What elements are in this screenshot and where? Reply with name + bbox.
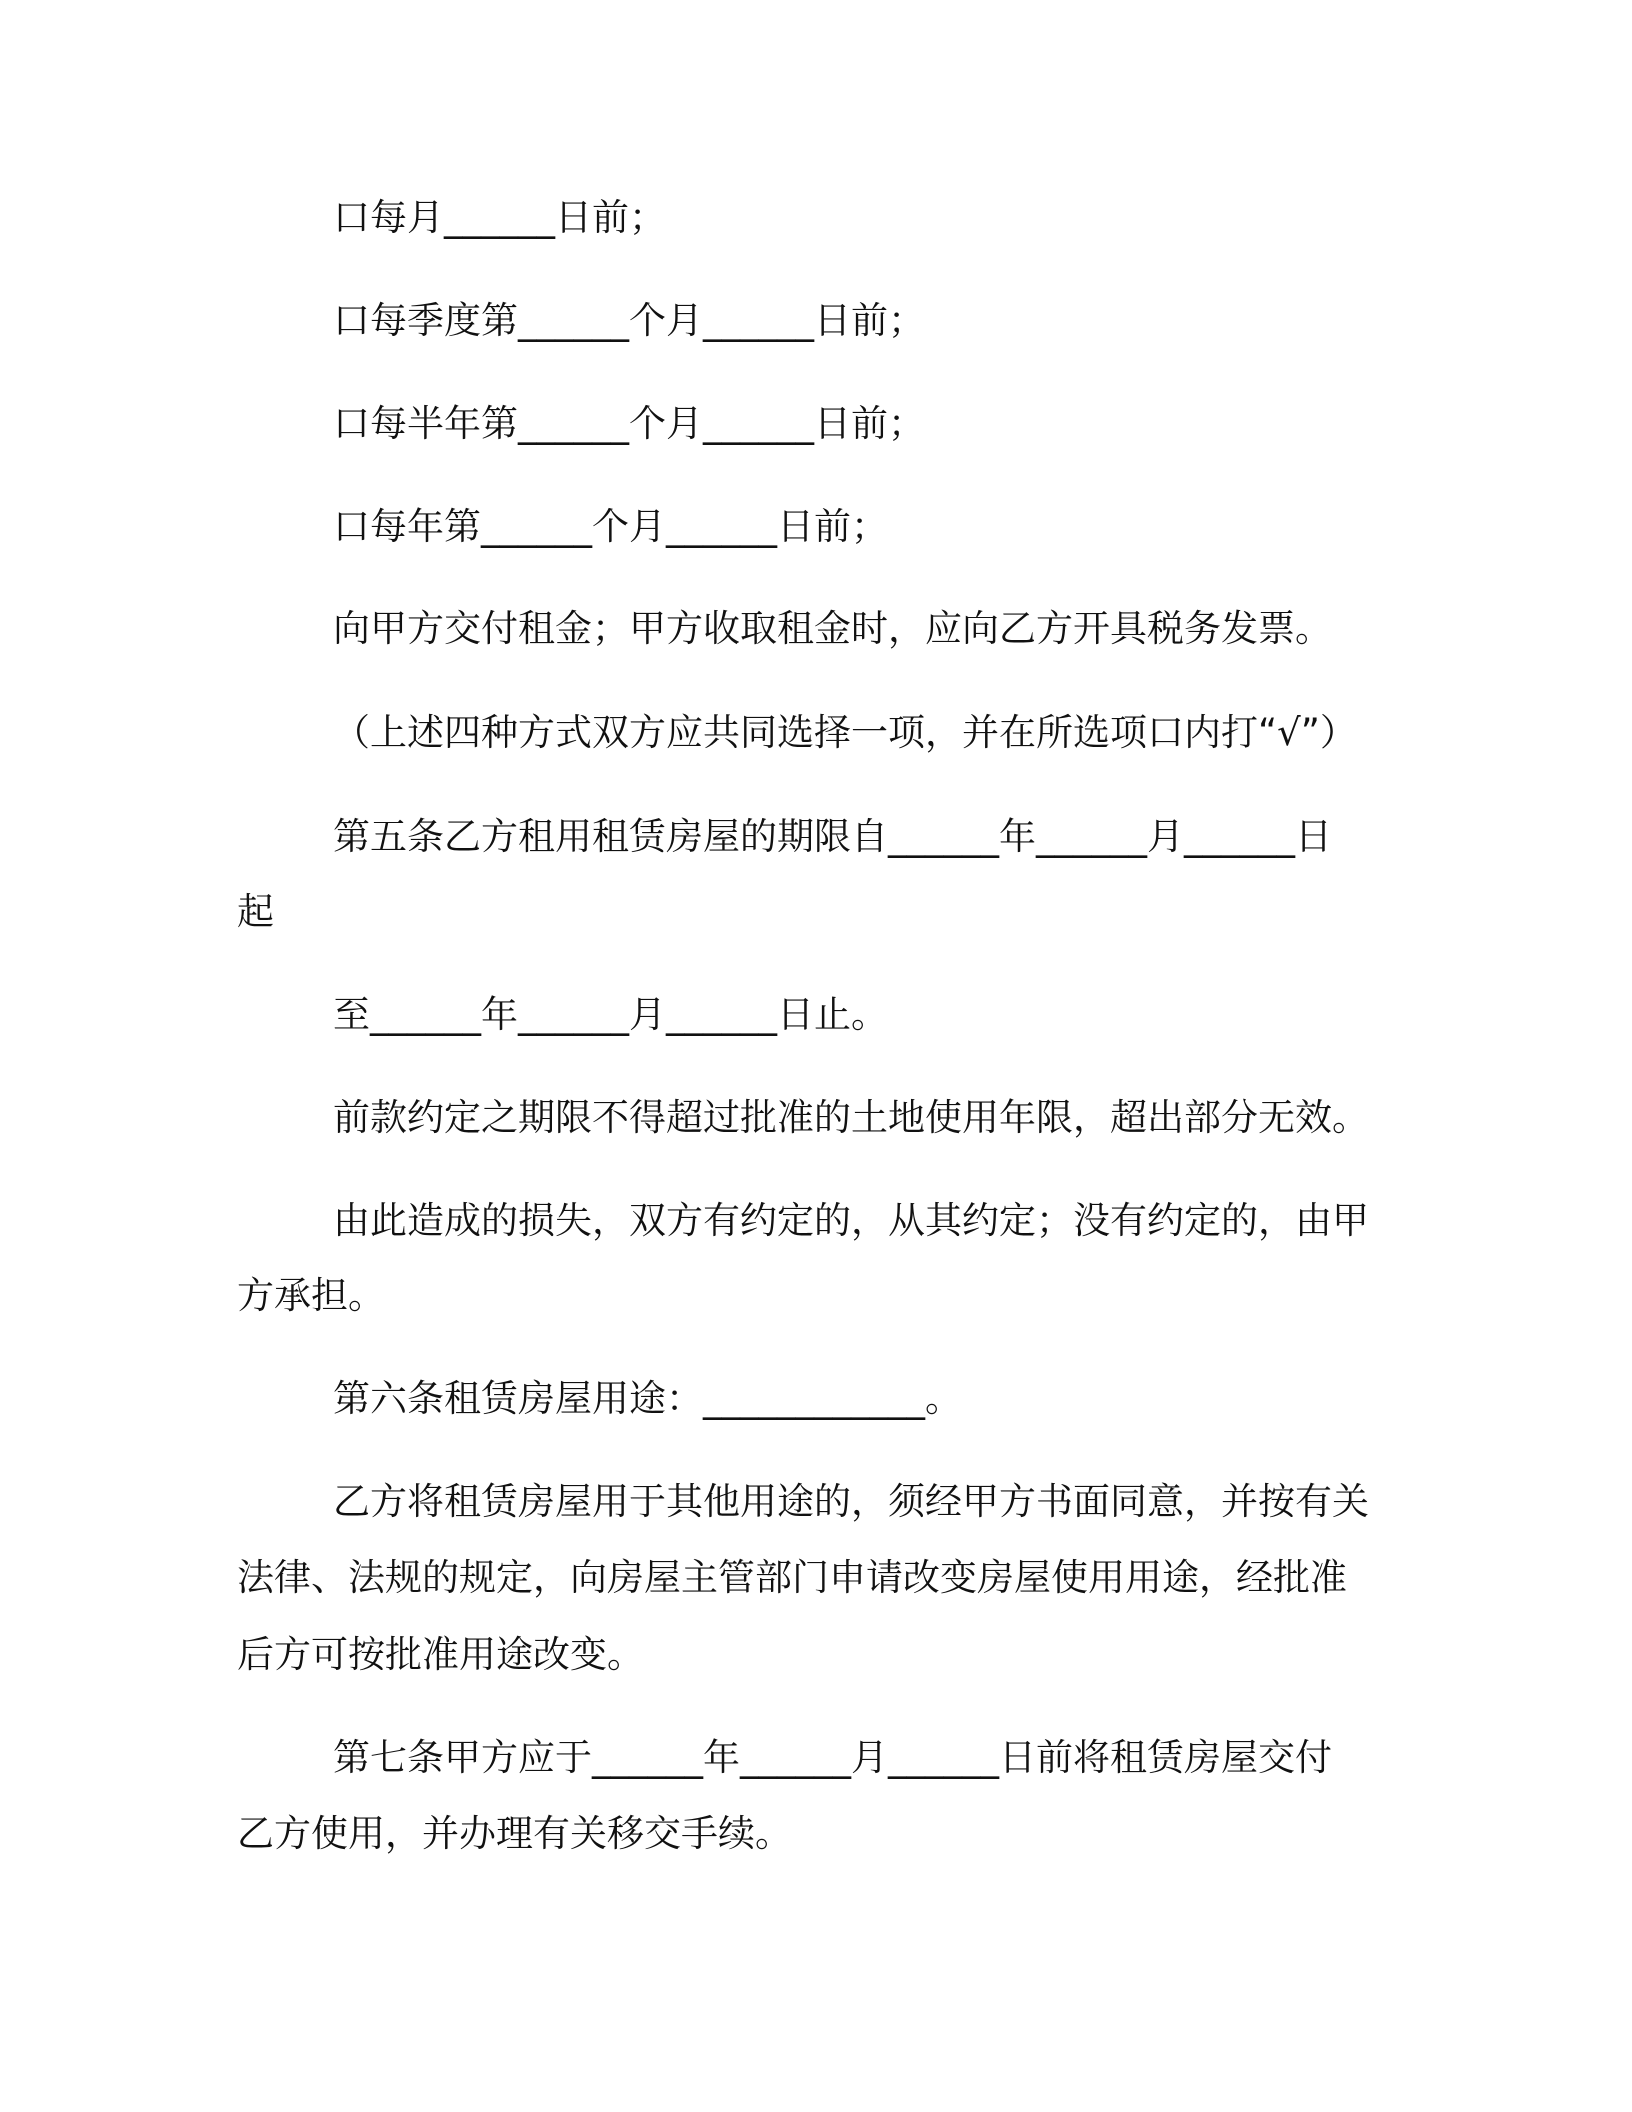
usage-change-line-1: 乙方将租赁房屋用于其他用途的，须经甲方书面同意，并按有关 (333, 1480, 1369, 1523)
term-limit-paragraph: 前款约定之期限不得超过批准的土地使用年限，超出部分无效。 (333, 1096, 1369, 1139)
article-5-line-3: 至______年______月______日止。 (333, 993, 888, 1036)
article-5-line-2: 起 (237, 890, 274, 933)
payment-option-half-year: 口每半年第______个月______日前； (333, 402, 925, 445)
article-5-line-1: 第五条乙方租用租赁房屋的期限自______年______月______日 (333, 815, 1332, 858)
usage-change-line-2: 法律、法规的规定，向房屋主管部门申请改变房屋使用用途，经批准 (237, 1556, 1347, 1599)
payment-option-monthly: 口每月______日前； (333, 196, 666, 239)
rent-payment-paragraph: 向甲方交付租金；甲方收取租金时，应向乙方开具税务发票。 (333, 607, 1332, 650)
article-7-line-1: 第七条甲方应于______年______月______日前将租赁房屋交付 (333, 1736, 1332, 1779)
selection-note: （上述四种方式双方应共同选择一项，并在所选项口内打“√”） (333, 711, 1357, 754)
loss-paragraph-line-2: 方承担。 (237, 1274, 385, 1317)
article-6-line: 第六条租赁房屋用途：____________。 (333, 1377, 962, 1420)
loss-paragraph-line-1: 由此造成的损失，双方有约定的，从其约定；没有约定的，由甲 (333, 1199, 1369, 1242)
payment-option-quarterly: 口每季度第______个月______日前； (333, 299, 925, 342)
usage-change-line-3: 后方可按批准用途改变。 (237, 1633, 644, 1676)
article-7-line-2: 乙方使用，并办理有关移交手续。 (237, 1812, 792, 1855)
payment-option-yearly: 口每年第______个月______日前； (333, 505, 888, 548)
